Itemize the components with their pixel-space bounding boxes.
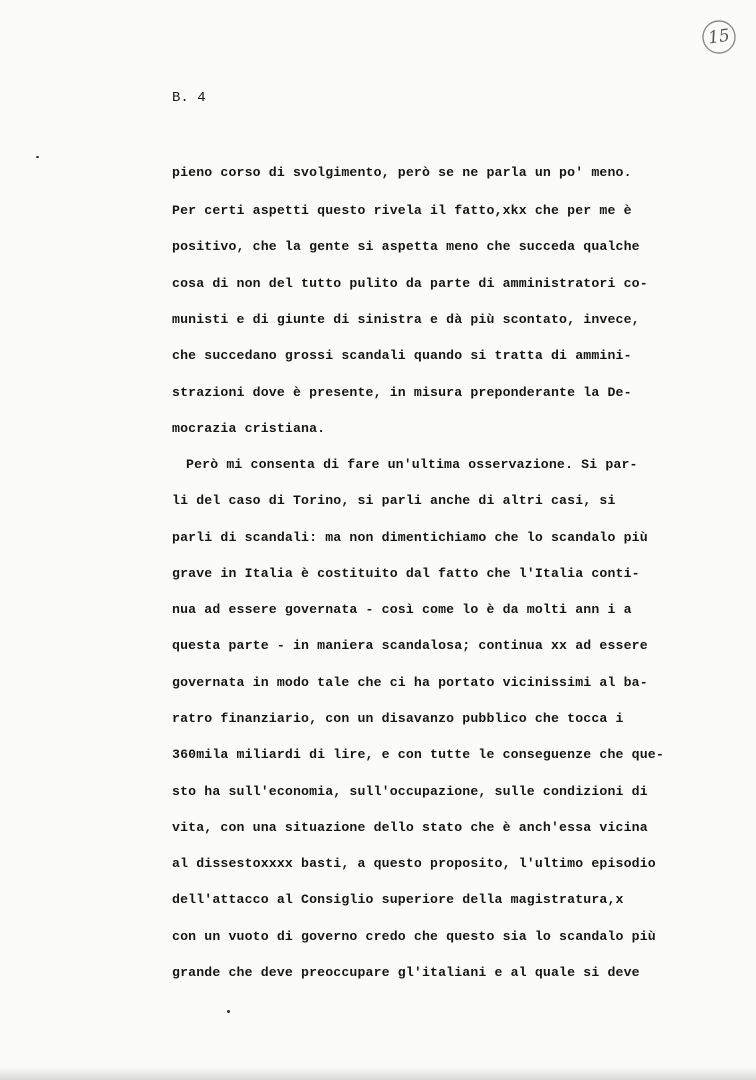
text-line: parli di scandali: ma non dimentichiamo che lo scandalo più <box>172 530 648 545</box>
text-line: al dissestoxxxx basti, a questo proposito, l'ultimo episodio <box>172 856 656 871</box>
text-line: cosa di non del tutto pulito da parte di amministratori co- <box>172 276 648 291</box>
text-line: che succedano grossi scandali quando si tratta di ammini- <box>172 348 632 363</box>
paper-speck <box>227 1010 230 1013</box>
paper-speck <box>36 156 39 158</box>
text-line: ratro finanziario, con un disavanzo pubblico che tocca i <box>172 711 624 726</box>
text-line: governata in modo tale che ci ha portato vicinissimi al ba- <box>172 675 648 690</box>
text-line: grande che deve preoccupare gl'italiani e al quale si deve <box>172 965 640 980</box>
text-line: positivo, che la gente si aspetta meno che succeda qualche <box>172 239 640 254</box>
text-line: mocrazia cristiana. <box>172 421 326 436</box>
page-number-text: 15 <box>706 25 732 49</box>
text-line: dell'attacco al Consiglio superiore della magistratura,x <box>172 892 624 907</box>
text-line: pieno corso di svolgimento, però se ne parla un po' meno. <box>172 165 632 180</box>
text-line: sto ha sull'economia, sull'occupazione, sulle condizioni di <box>172 784 648 799</box>
text-line: 360mila miliardi di lire, e con tutte le conseguenze che que- <box>172 747 664 762</box>
text-line: questa parte - in maniera scandalosa; continua xx ad essere <box>172 638 648 653</box>
text-line: nua ad essere governata - così come lo è da molti ann i a <box>172 602 632 617</box>
document-reference: B. 4 <box>172 90 206 106</box>
text-line: li del caso di Torino, si parli anche di altri casi, si <box>172 493 616 508</box>
text-line: vita, con una situazione dello stato che è anch'essa vicina <box>172 820 648 835</box>
text-line: Per certi aspetti questo rivela il fatto,xkx che per me è <box>172 203 632 218</box>
handwritten-page-number <box>700 18 738 56</box>
text-line: munisti e di giunte di sinistra e dà più scontato, invece, <box>172 312 640 327</box>
text-line: con un vuoto di governo credo che questo sia lo scandalo più <box>172 929 656 944</box>
text-line: Però mi consenta di fare un'ultima osservazione. Si par- <box>186 457 638 472</box>
text-line: strazioni dove è presente, in misura preponderante la De- <box>172 385 632 400</box>
text-line: grave in Italia è costituito dal fatto che l'Italia conti- <box>172 566 640 581</box>
